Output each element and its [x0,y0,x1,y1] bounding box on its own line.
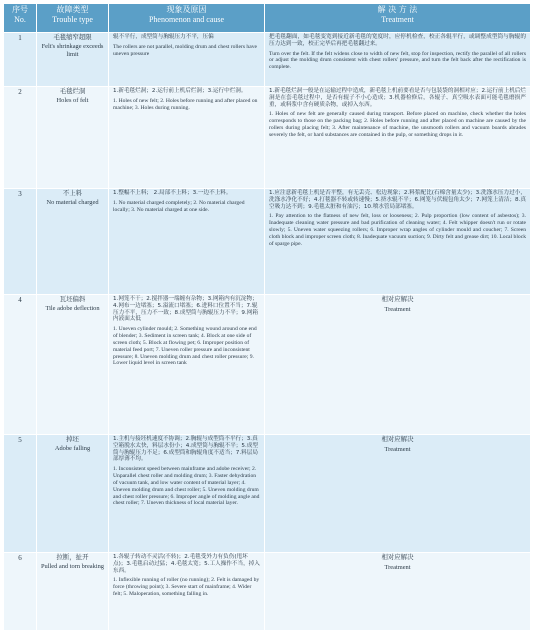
trouble-type [37,553,109,631]
header-no-zh: 序号 [12,5,28,14]
cause-zh: 1.新毛毯烂洞；2.运行前上机后烂洞；3.运行中烂洞。 [113,88,247,94]
trouble-type-zh: 毛毯缩窄超限 [53,33,92,41]
trouble-type-en: Pulled and torn breaking [41,562,105,570]
trouble-type [37,87,109,189]
cause-cell [109,189,265,295]
cause-cell [109,435,265,553]
treatment-ref-zh: 相对应解决 [381,435,414,443]
treatment-ref-en: Treatment [384,445,411,453]
header-cause [109,4,265,33]
header-cause-en: Phenomenon and cause [148,14,225,24]
treatment-cell [265,87,531,189]
trouble-type [37,33,109,87]
row-number: 6 [4,553,37,631]
table-row [4,33,531,87]
treatment-ref-zh: 相对应解决 [381,295,414,303]
trouble-type-zh: 不上料 [62,189,83,197]
cause-zh: 辊不平行，成型筒与胸辊压力不平，压偏 [113,34,214,40]
cause-en: 1. Holes of new felt; 2. Holes before running and after placed on machine; 3. Holes during running. [113,97,258,111]
treatment-cell [265,295,531,435]
cause-cell [109,33,265,87]
cause-en: The rollers are not parallel, molding drum and chest rollers have uneven pressure [113,43,257,57]
cause-zh: 1.整幅不上料； 2.局部不上料；3.一边不上料。 [113,190,232,196]
treatment-zh: 把毛毯翻面，如毛毯变宽到接近新毛毯的宽度时，应停机检查，校正各辊平行，或调整成型筒与胸辊的压力达到一致，校正完毕后再把毛毯翻过来。 [269,34,526,47]
row-number: 1 [4,33,37,87]
table-row [4,189,531,295]
header-type-en: Trouble type [52,14,93,24]
trouble-type [37,435,109,553]
trouble-type-zh: 掉坯 [66,435,79,443]
cause-en: 1. Inflexible running of roller (no running); 2. Felt is damaged by force (throwing point); 3. Severe start of mainframe; 4. Wider felt; 5. Maloperation, something falling in. [113,577,260,598]
cause-cell [109,87,265,189]
header-type [37,4,109,33]
header-cause-zh: 现象及原因 [166,5,207,14]
treatment-ref-en: Treatment [384,305,411,313]
treatment-cell [265,33,531,87]
treatment-cell [265,553,531,631]
cause-zh: 1.网笼不干；2.搅拌器一端缠有杂物；3.网箱内有沉淀物；4.网布一边堵塞；5.溢流口堵塞；6.进料口位置不当；7.辊压力不平，压力不一致；8.成型筒与胸辊压力不平；9.网箱内液面太低 [113,296,258,323]
treatment-en: 1. Holes of new felt are generally caused during transport. Before placed on machine, check whether the holes corresponds to those on the packing bag; 2. Holes before running and after placed on machine are caused by the rollers during placing felt; 3. After maintenance of machine, the unsmooth rollers and vacuum boards abrades severely the felt, or hard substances are contained in the pulp, or something drops in it. [269,111,526,138]
cause-cell [109,553,265,631]
header-no-en: No. [14,14,26,24]
header-treatment-en: Treatment [381,14,414,24]
trouble-type-en: No material charged [46,198,99,206]
treatment-en: 1. Pay attention to the flatness of new felt, loss or looseness; 2. Pulp proportion (low content of asbestos); 3. Inadequate cleaning water pressure and bad purification of cleaning water; 4. Felt whipper doesn't run or rotate slowly; 5. Uneven water squeezing rollers; 6. Improper wrap angles of cylinder mould and coucher; 7. Screen cloth block and improper screen cloth; 8. Inadequate vacuum suction; 9. Dirty felt and grease dirt; 10. Local block of sparge pipe. [269,213,526,247]
treatment-ref-zh: 相对应解决 [381,553,414,561]
cause-zh: 1.各辊子转动不灵活(不转)；2.毛毯受外力有负伤(甩坏点)；3.毛毯启动过猛；4.毛毯太宽；5.工人操作不当，掉入东西。 [113,554,260,574]
cause-zh: 1.主机与接坯机速度不协调；2.胸辊与成型筒不平行；3.真空箱脱水太快，料层水份小；4.成型筒与胸辊不平；5.成型筒与胸辊压力不足；6.成型筒和胸辊角度不适当；7.料层局部厚薄不均。 [113,436,258,463]
trouble-type-zh: 拉断，扯开 [56,553,89,561]
cause-cell [109,295,265,435]
row-number: 2 [4,87,37,189]
header-type-zh: 故障类型 [56,5,89,14]
table-row [4,435,531,553]
table-row [4,87,531,189]
header-treatment [265,4,531,33]
trouble-type-en: Tile adobe deflection [45,304,100,312]
table-row [4,295,531,435]
trouble-type [37,189,109,295]
trouble-type [37,295,109,435]
treatment-cell [265,189,531,295]
row-number: 5 [4,435,37,553]
cause-en: 1. No material charged completely; 2. No material charged locally; 3. No material charged at one side. [113,199,245,213]
header-treatment-zh: 解 决 方 法 [377,5,418,14]
trouble-type-en: Adobe falling [54,444,91,452]
header-no [4,4,37,33]
treatment-en: Turn over the felt. If the felt widens close to width of new felt, stop for inspection, rectify the parallel of all rollers or adjust the molding drum consistent with chest rollers' pressure, and turn the felt back after the rectification is complete. [269,50,526,71]
trouble-type-en: Holes of felt [56,96,89,104]
treatment-zh: 1.新毛毯烂洞一般是在运输过程中造成，新毛毯上机前要看是否与包装袋的洞相对应；2.运行前上机后烂洞是在套毛毯过程中，是否有辊子不小心造成；3.机器检修后，各辊子、真空吸水表面可能毛毯磨损严重，或料浆中含有硬质杂物，或掉入东西。 [269,88,526,108]
trouble-type-zh: 瓦坯偏斜 [59,295,86,303]
cause-en: 1. Inconsistent speed between mainframe and adobe receiver; 2. Unparallel chest roller and molding drum; 3. Faster dehydration of vacuum tank, and low water content of material layer; 4. Uneven molding drum and chest roller; 5. Uneven molding drum and chest roller pressure; 6. Improper angle of molding angle and chest roller; 7. Uneven thickness of local material layer. [113,466,260,507]
table-row [4,553,531,631]
row-number: 4 [4,295,37,435]
treatment-cell [265,435,531,553]
row-number: 3 [4,189,37,295]
cause-en: 1. Uneven cylinder mould; 2. Something wound around one end of blender; 3. Sediment in screen tank; 4. Block at one side of screen cloth; 5. Block at flowing pet; 6. Improper position of material feed port; 7. Uneven roller pressure and inconsistent pressure; 8. Uneven molding drum and chest roller pressure; 9. Lower liquid level in screen tank [113,326,257,367]
trouble-table [3,3,531,631]
table-header [4,4,531,33]
trouble-type-en: Felt's shrinkage exceeds limit [41,42,104,58]
trouble-type-zh: 毛毯烂洞 [59,87,86,95]
treatment-ref-en: Treatment [384,563,411,571]
treatment-zh: 1.应注意新毛毯上机是否平整，有无丢壳、松边现象；2.料浆配比(石棉含量太少)；3.洗涤水压力过小，洗涤水净化不好；4.打毯器不转或转速慢；5.挤水辊不平；6.网笼与伏辊包角太少；7.网笼上清洁；8.真空吸力达不到；9.毛毯太脏和有油污；10.喷水管局部堵塞。 [269,190,526,210]
